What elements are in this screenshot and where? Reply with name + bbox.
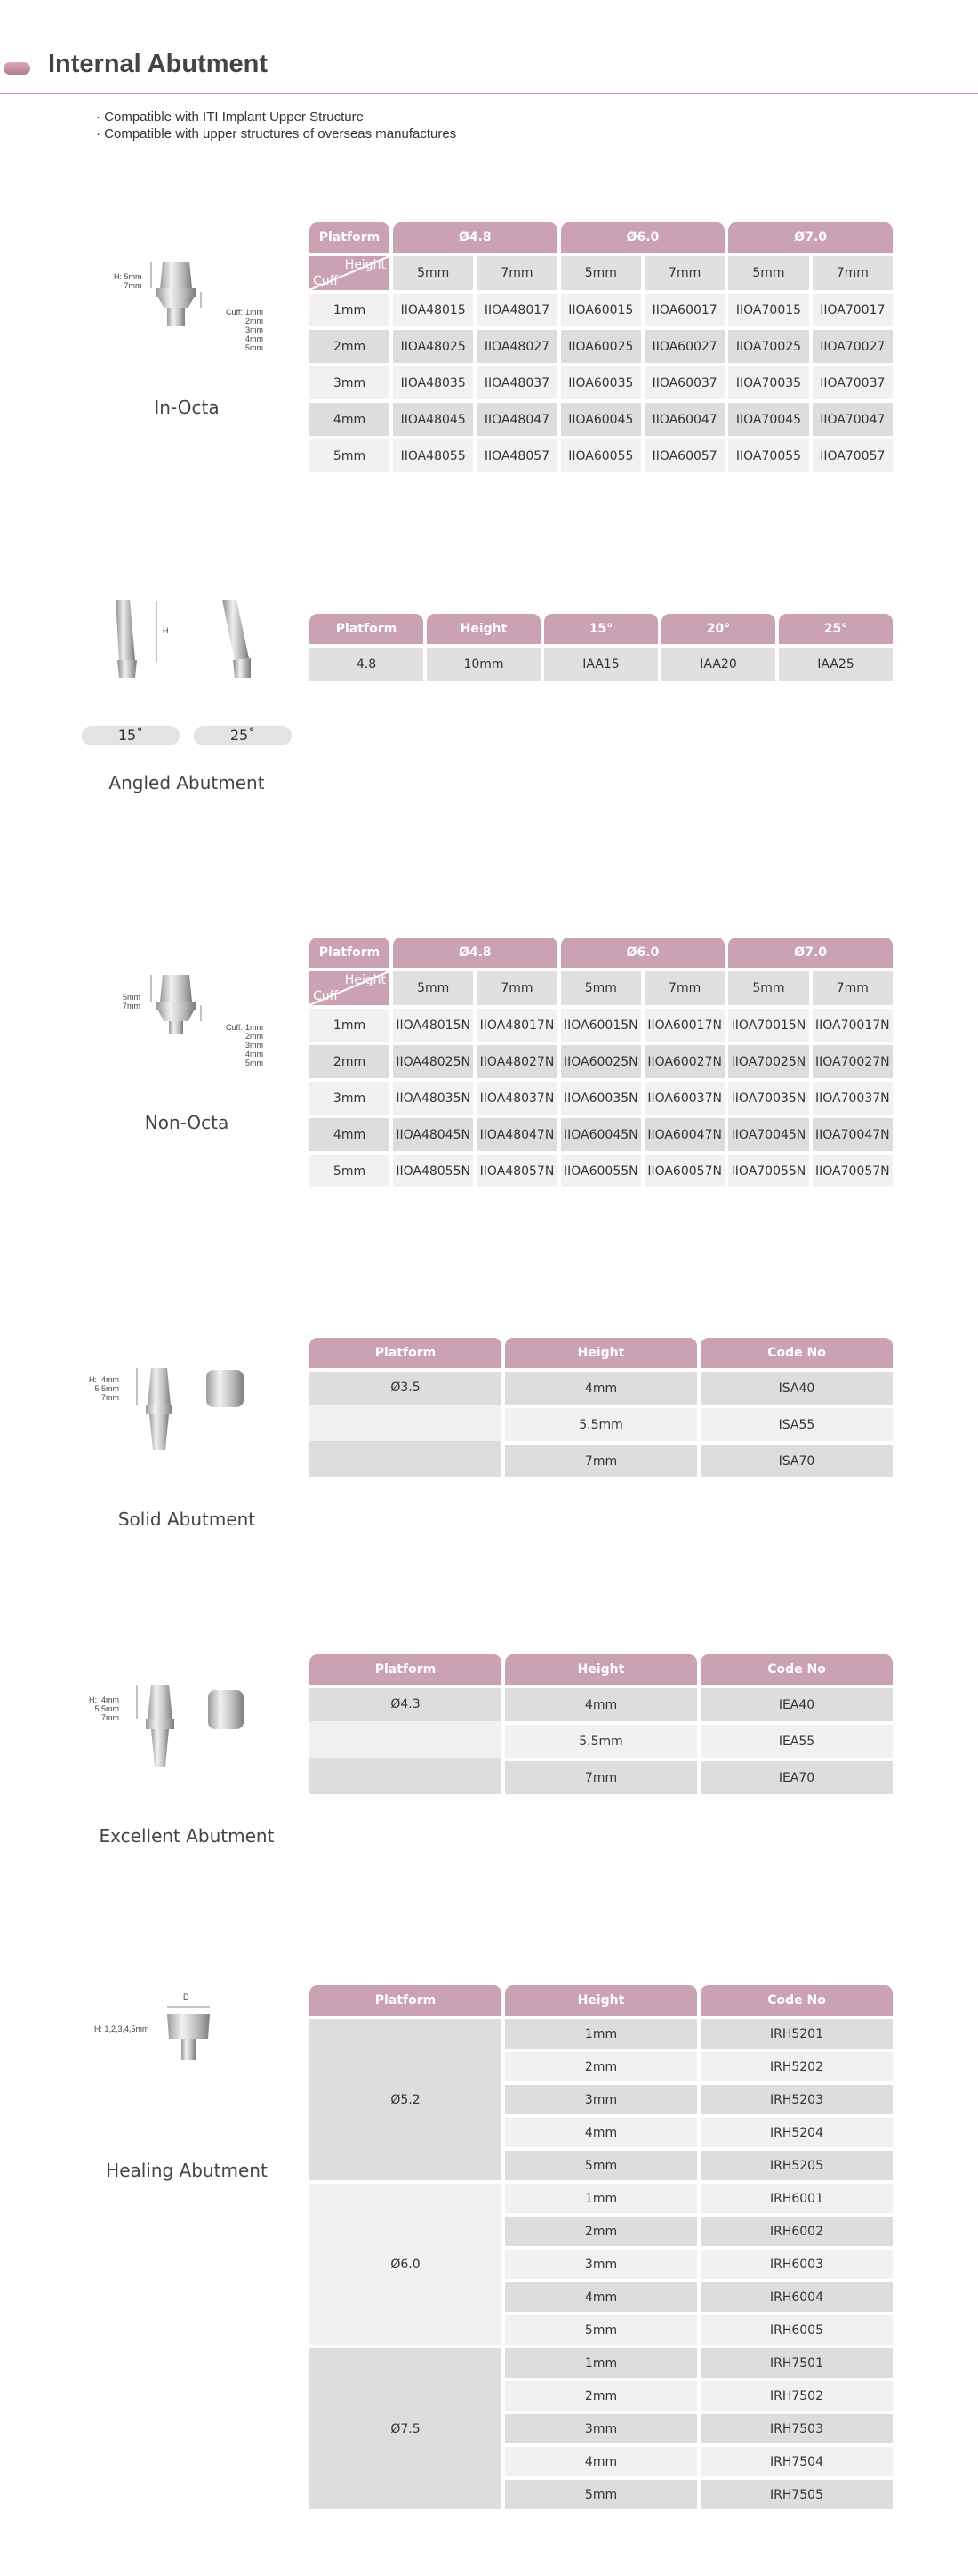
solid-height-dim: H: 4mm 5.5mm 7mm bbox=[89, 1375, 120, 1402]
table-row bbox=[309, 648, 893, 681]
table-row bbox=[309, 2019, 893, 2049]
code-cell: IIOA48057 bbox=[477, 439, 557, 472]
height-cell: 4mm bbox=[505, 2282, 697, 2312]
code-cell: IRH7501 bbox=[701, 2348, 893, 2378]
code-cell: IIOA60057 bbox=[645, 439, 725, 472]
code-cell: IIOA48045 bbox=[393, 403, 473, 436]
height-cell: 7mm bbox=[645, 971, 725, 1005]
height-cell: 2mm bbox=[505, 2217, 697, 2246]
height-cell: 1mm bbox=[505, 2019, 697, 2049]
table-row bbox=[309, 1118, 893, 1151]
code-cell: ISA55 bbox=[701, 1408, 893, 1441]
height-cell: 2mm bbox=[505, 2052, 697, 2081]
height-cell: 1mm bbox=[505, 2184, 697, 2213]
code-cell: IIOA60047 bbox=[645, 403, 725, 436]
table-row bbox=[309, 403, 893, 436]
height-cell: 7mm bbox=[477, 256, 557, 290]
note-line: · Compatible with upper structures of overseas manufactures bbox=[96, 126, 457, 141]
code-no-header: Code No bbox=[701, 1654, 893, 1685]
platform-header: Platform bbox=[309, 1654, 501, 1685]
code-cell: ISA40 bbox=[701, 1372, 893, 1405]
cuff-cell: 1mm bbox=[309, 294, 389, 326]
code-cell: IRH7504 bbox=[701, 2447, 893, 2476]
platform-cell: Ø6.0 bbox=[309, 2184, 501, 2345]
platform-header: Platform bbox=[309, 1985, 501, 2016]
angle-25-badge: 25˚ bbox=[194, 726, 292, 745]
code-cell: IIOA60025N bbox=[561, 1045, 641, 1078]
cuff-caption: Cuff bbox=[313, 274, 339, 288]
non-octa-height-dim: 5mm 7mm bbox=[123, 993, 140, 1010]
cuff-cell: 4mm bbox=[309, 403, 389, 436]
code-cell: IRH6005 bbox=[701, 2315, 893, 2345]
non-octa-table bbox=[306, 934, 896, 1191]
in-octa-height-dim: H: 5mm 7mm bbox=[114, 272, 142, 290]
angled-abutment-25-image bbox=[210, 580, 290, 687]
angled-table bbox=[306, 610, 896, 685]
excellent-table bbox=[306, 1651, 896, 1798]
code-cell: IIOA60035N bbox=[561, 1082, 641, 1115]
in-octa-table bbox=[306, 219, 896, 476]
table-row bbox=[309, 1372, 893, 1405]
code-cell: IIOA60055 bbox=[561, 439, 641, 472]
code-cell: IIOA60045 bbox=[561, 403, 641, 436]
height-cell: 7mm bbox=[813, 256, 893, 290]
table-row bbox=[309, 439, 893, 472]
platform-header: Platform bbox=[309, 614, 423, 644]
code-cell: IIOA48055N bbox=[393, 1155, 473, 1187]
height-cell: 5.5mm bbox=[505, 1408, 697, 1441]
excellent-label: Excellent Abutment bbox=[99, 1825, 275, 1847]
code-cell: IIOA70037N bbox=[813, 1082, 893, 1115]
platform-cell: Ø7.5 bbox=[309, 2348, 501, 2509]
code-cell: IIOA60037N bbox=[645, 1082, 725, 1115]
height-header: Height bbox=[505, 1985, 697, 2016]
code-cell: IIOA48057N bbox=[477, 1155, 557, 1187]
code-cell: IIOA70055 bbox=[728, 439, 808, 472]
table-row bbox=[309, 2348, 893, 2378]
non-octa-label: Non-Octa bbox=[144, 1112, 229, 1133]
code-cell: IIOA48055 bbox=[393, 439, 473, 472]
height-cell: 7mm bbox=[813, 971, 893, 1005]
code-cell: IIOA48015 bbox=[393, 294, 473, 326]
title-marker-icon bbox=[4, 62, 30, 75]
height-cell: 4mm bbox=[505, 1688, 697, 1721]
code-cell: IIOA60025 bbox=[561, 330, 641, 363]
code-cell: IRH5205 bbox=[701, 2151, 893, 2180]
platform-cell bbox=[309, 1688, 501, 1794]
code-cell: IIOA70055N bbox=[728, 1155, 808, 1187]
code-no-header: Code No bbox=[701, 1338, 893, 1368]
angle-15-badge: 15˚ bbox=[82, 726, 180, 745]
height-cell: 7mm bbox=[477, 971, 557, 1005]
height-cell: 5mm bbox=[393, 256, 473, 290]
code-cell: IIOA70045 bbox=[728, 403, 808, 436]
solid-table bbox=[306, 1334, 896, 1481]
header-divider bbox=[0, 93, 978, 94]
page-title: Internal Abutment bbox=[48, 50, 269, 78]
code-cell: IEA55 bbox=[701, 1725, 893, 1758]
healing-label: Healing Abutment bbox=[106, 2160, 268, 2181]
code-cell: IIOA70047 bbox=[813, 403, 893, 436]
height-cell: 7mm bbox=[505, 1445, 697, 1477]
code-cell: IEA70 bbox=[701, 1761, 893, 1794]
angled-height-dim: H bbox=[163, 626, 169, 635]
height-cell: 5mm bbox=[561, 971, 641, 1005]
table-row bbox=[309, 2184, 893, 2213]
angle-25-header: 25° bbox=[779, 614, 893, 644]
in-octa-cuff-caption: Cuff: bbox=[226, 308, 243, 317]
height-cell: 5mm bbox=[393, 971, 473, 1005]
code-cell: IIOA60017 bbox=[645, 294, 725, 326]
code-cell: ISA70 bbox=[701, 1445, 893, 1477]
height-cell: 3mm bbox=[505, 2085, 697, 2114]
code-cell: IRH6003 bbox=[701, 2250, 893, 2279]
table-row bbox=[309, 1082, 893, 1115]
height-cell: 2mm bbox=[505, 2381, 697, 2411]
healing-height-dim: H: 1,2,3,4,5mm bbox=[94, 2025, 149, 2033]
table-row bbox=[309, 1155, 893, 1187]
code-cell: IIOA70057N bbox=[813, 1155, 893, 1187]
platform-6-0-header: Ø6.0 bbox=[561, 222, 725, 253]
non-octa-cuff-caption: Cuff: bbox=[226, 1023, 243, 1032]
code-cell: IIOA70027 bbox=[813, 330, 893, 363]
height-cell: 5mm bbox=[505, 2315, 697, 2345]
height-header: Height bbox=[505, 1654, 697, 1685]
height-cuff-corner bbox=[309, 971, 389, 1005]
height-cell: 5.5mm bbox=[505, 1725, 697, 1758]
height-header: Height bbox=[427, 614, 541, 644]
excellent-abutment-image bbox=[116, 1678, 267, 1784]
table-row bbox=[309, 1045, 893, 1078]
height-cell: 5mm bbox=[505, 2151, 697, 2180]
cuff-cell: 3mm bbox=[309, 1082, 389, 1115]
page-header bbox=[0, 48, 978, 96]
code-cell: IIOA60045N bbox=[561, 1118, 641, 1151]
code-cell: IAA25 bbox=[779, 648, 893, 681]
code-cell: IIOA60047N bbox=[645, 1118, 725, 1151]
angle-15-header: 15° bbox=[544, 614, 658, 644]
excellent-height-dim: H: 4mm 5.5mm 7mm bbox=[89, 1695, 120, 1722]
code-cell: IIOA48047N bbox=[477, 1118, 557, 1151]
code-cell: IIOA48047 bbox=[477, 403, 557, 436]
in-octa-label: In-Octa bbox=[154, 397, 220, 418]
code-cell: IAA15 bbox=[544, 648, 658, 681]
code-cell: IIOA48035 bbox=[393, 366, 473, 399]
height-cell: 5mm bbox=[505, 2480, 697, 2509]
code-cell: IIOA60027 bbox=[645, 330, 725, 363]
cuff-caption: Cuff bbox=[313, 989, 339, 1003]
code-cell: IRH6001 bbox=[701, 2184, 893, 2213]
abutment-illustration-icon bbox=[151, 1989, 240, 2078]
table-row bbox=[309, 330, 893, 363]
code-cell: IIOA48035N bbox=[393, 1082, 473, 1115]
abutment-illustration-icon bbox=[116, 1678, 267, 1784]
code-cell: IIOA70037 bbox=[813, 366, 893, 399]
code-cell: IIOA70025N bbox=[728, 1045, 808, 1078]
platform-cell: Ø5.2 bbox=[309, 2019, 501, 2180]
code-cell: IIOA60057N bbox=[645, 1155, 725, 1187]
code-cell: IIOA48027 bbox=[477, 330, 557, 363]
height-cell: 5mm bbox=[728, 256, 808, 290]
code-cell: IIOA48015N bbox=[393, 1009, 473, 1042]
code-cell: IIOA70015 bbox=[728, 294, 808, 326]
code-cell: IIOA48027N bbox=[477, 1045, 557, 1078]
healing-table bbox=[306, 1982, 896, 2513]
cuff-cell: 1mm bbox=[309, 1009, 389, 1042]
code-cell: IRH7503 bbox=[701, 2414, 893, 2443]
height-cell: 1mm bbox=[505, 2348, 697, 2378]
code-cell: IRH5204 bbox=[701, 2118, 893, 2147]
height-cell: 7mm bbox=[505, 1761, 697, 1794]
code-cell: IIOA70047N bbox=[813, 1118, 893, 1151]
code-cell: IIOA70025 bbox=[728, 330, 808, 363]
compatibility-notes bbox=[96, 109, 456, 142]
code-cell: IIOA60015N bbox=[561, 1009, 641, 1042]
code-cell: IIOA48025N bbox=[393, 1045, 473, 1078]
table-row bbox=[309, 294, 893, 326]
code-cell: IRH7502 bbox=[701, 2381, 893, 2411]
platform-cell: 4.8 bbox=[309, 648, 423, 681]
cuff-cell: 4mm bbox=[309, 1118, 389, 1151]
height-caption: Height bbox=[344, 258, 386, 272]
code-cell: IIOA60035 bbox=[561, 366, 641, 399]
code-cell: IIOA48017 bbox=[477, 294, 557, 326]
code-cell: IRH6002 bbox=[701, 2217, 893, 2246]
platform-7-0-header: Ø7.0 bbox=[728, 938, 893, 968]
height-caption: Height bbox=[344, 973, 386, 987]
code-cell: IIOA60017N bbox=[645, 1009, 725, 1042]
code-cell: IIOA60015 bbox=[561, 294, 641, 326]
height-cell: 3mm bbox=[505, 2414, 697, 2443]
code-cell: IRH5201 bbox=[701, 2019, 893, 2049]
height-cell: 3mm bbox=[505, 2250, 697, 2279]
height-cell: 4mm bbox=[505, 2447, 697, 2476]
platform-header: Platform bbox=[309, 1338, 501, 1368]
angled-label: Angled Abutment bbox=[108, 772, 265, 793]
height-cell: 5mm bbox=[728, 971, 808, 1005]
angle-20-header: 20° bbox=[661, 614, 775, 644]
height-header: Height bbox=[505, 1338, 697, 1368]
code-cell: IIOA48037 bbox=[477, 366, 557, 399]
solid-label: Solid Abutment bbox=[117, 1509, 256, 1530]
cuff-cell: 5mm bbox=[309, 1155, 389, 1187]
table-row bbox=[309, 366, 893, 399]
code-cell: IIOA70057 bbox=[813, 439, 893, 472]
code-cell: IIOA60055N bbox=[561, 1155, 641, 1187]
code-cell: IEA40 bbox=[701, 1688, 893, 1721]
platform-7-0-header: Ø7.0 bbox=[728, 222, 893, 253]
healing-diameter-dim: D bbox=[183, 1992, 189, 2001]
code-cell: IAA20 bbox=[661, 648, 775, 681]
platform-header: Platform bbox=[309, 222, 389, 253]
platform-4-8-header: Ø4.8 bbox=[393, 222, 557, 253]
platform-value: Ø3.5 bbox=[390, 1381, 421, 1395]
cuff-cell: 2mm bbox=[309, 1045, 389, 1078]
table-row bbox=[309, 1009, 893, 1042]
code-cell: IIOA70045N bbox=[728, 1118, 808, 1151]
note-line: · Compatible with ITI Implant Upper Structure bbox=[96, 109, 364, 125]
platform-value: Ø4.3 bbox=[390, 1697, 421, 1711]
height-cell: 4mm bbox=[505, 2118, 697, 2147]
healing-abutment-image bbox=[151, 1989, 240, 2078]
code-cell: IIOA70035 bbox=[728, 366, 808, 399]
code-cell: IIOA70017 bbox=[813, 294, 893, 326]
code-cell: IRH5203 bbox=[701, 2085, 893, 2114]
code-cell: IIOA60027N bbox=[645, 1045, 725, 1078]
code-no-header: Code No bbox=[701, 1985, 893, 2016]
code-cell: IIOA70027N bbox=[813, 1045, 893, 1078]
non-octa-cuff-dim: 1mm 2mm 3mm 4mm 5mm bbox=[245, 1023, 263, 1067]
code-cell: IIOA70015N bbox=[728, 1009, 808, 1042]
code-cell: IIOA48037N bbox=[477, 1082, 557, 1115]
code-cell: IIOA48025 bbox=[393, 330, 473, 363]
platform-6-0-header: Ø6.0 bbox=[561, 938, 725, 968]
code-cell: IRH5202 bbox=[701, 2052, 893, 2081]
code-cell: IRH7505 bbox=[701, 2480, 893, 2509]
platform-4-8-header: Ø4.8 bbox=[393, 938, 557, 968]
height-cell: 4mm bbox=[505, 1372, 697, 1405]
abutment-illustration-icon bbox=[116, 1361, 267, 1468]
solid-abutment-image bbox=[116, 1361, 267, 1468]
cuff-cell: 5mm bbox=[309, 439, 389, 472]
cuff-cell: 2mm bbox=[309, 330, 389, 363]
code-cell: IIOA70035N bbox=[728, 1082, 808, 1115]
angled-abutment-icon bbox=[210, 580, 290, 687]
cuff-cell: 3mm bbox=[309, 366, 389, 399]
code-cell: IIOA60037 bbox=[645, 366, 725, 399]
height-cell: 7mm bbox=[645, 256, 725, 290]
platform-cell bbox=[309, 1372, 501, 1477]
code-cell: IIOA70017N bbox=[813, 1009, 893, 1042]
height-cell: 10mm bbox=[427, 648, 541, 681]
code-cell: IIOA48045N bbox=[393, 1118, 473, 1151]
code-cell: IRH6004 bbox=[701, 2282, 893, 2312]
height-cell: 5mm bbox=[561, 256, 641, 290]
height-cuff-corner bbox=[309, 256, 389, 290]
platform-header: Platform bbox=[309, 938, 389, 968]
code-cell: IIOA48017N bbox=[477, 1009, 557, 1042]
table-row bbox=[309, 1688, 893, 1721]
in-octa-cuff-dim: 1mm 2mm 3mm 4mm 5mm bbox=[245, 308, 263, 352]
